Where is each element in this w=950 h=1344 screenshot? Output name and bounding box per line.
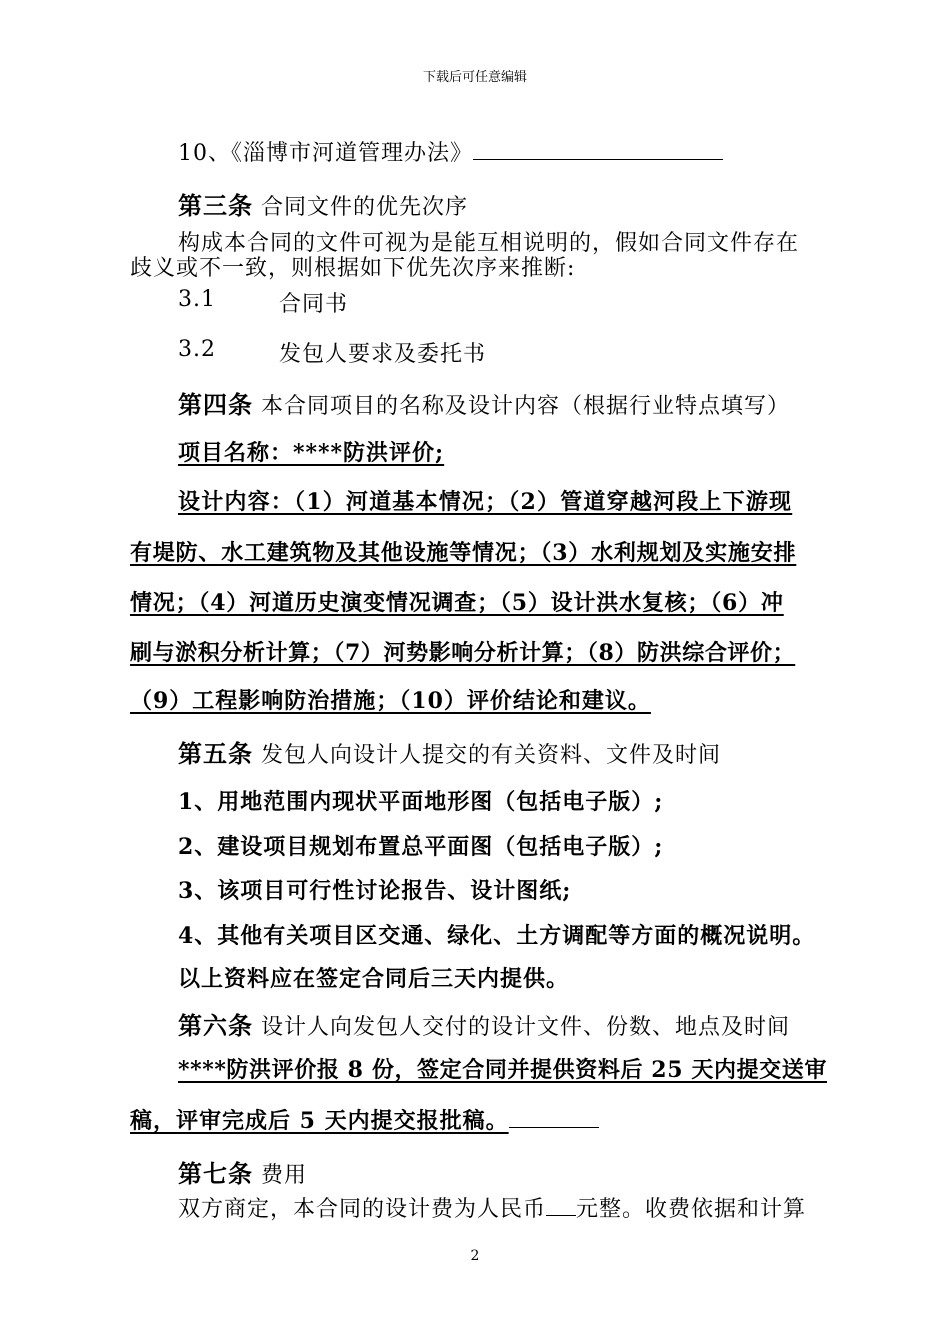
reference-item-10-text: 10、《淄博市河道管理办法》 [178,141,473,166]
design-content-line-2: 有堤防、水工建筑物及其他设施等情况；（3）水利规划及实施安排 [130,540,797,566]
article-6-body-line-2: 稿，评审完成后 5 天内提交报批稿。 [130,1108,509,1134]
page-header: 下载后可任意编辑 [422,70,527,85]
article-3-label: 第三条 [178,191,253,220]
underline-blank [509,1127,599,1128]
article-5-item-2: 2、建设项目规划布置总平面图（包括电子版）; [178,834,664,860]
article-3-title: 合同文件的优先次序 [261,195,469,220]
article-6-label: 第六条 [178,1011,253,1040]
article-7-body-after: 元整。收费依据和计算 [576,1197,807,1222]
article-5-item-1: 1、用地范围内现状平面地形图（包括电子版）; [178,789,664,815]
article-5-label: 第五条 [178,739,253,768]
article-3-body-line-2: 歧义或不一致，则根据如下优先次序来推断: [130,256,576,281]
article-5-item-3: 3、该项目可行性讨论报告、设计图纸; [178,878,572,904]
article-6-heading [178,1006,790,1041]
article-7-title: 费用 [261,1163,308,1188]
page-number: 2 [470,1248,480,1264]
design-content-line-1: 设计内容：（1）河道基本情况；（2）管道穿越河段上下游现 [178,489,793,515]
article-7-heading [178,1154,307,1189]
design-content-line-3: 情况；（4）河道历史演变情况调查；（5）设计洪水复核；（6）冲 [130,590,784,616]
underline-blank [473,159,723,160]
article-4-title: 本合同项目的名称及设计内容（根据行业特点填写） [261,394,791,419]
article-5-heading [178,734,721,769]
design-content-line-5: （9）工程影响防治措施；（10）评价结论和建议。 [130,688,651,714]
article-5-note: 以上资料应在签定合同后三天内提供。 [178,966,570,992]
article-3-heading [178,186,468,221]
article-7-label: 第七条 [178,1159,253,1188]
article-3-body-line-1: 构成本合同的文件可视为是能互相说明的，假如合同文件存在 [178,231,800,256]
reference-item-10 [178,136,723,167]
article-7-body [178,1192,806,1223]
article-4-heading [178,385,790,420]
clause-3-2-number: 3.2 [178,337,216,362]
clause-3-1-number: 3.1 [178,287,216,312]
article-4-label: 第四条 [178,390,253,419]
design-content-line-4: 刷与淤积分析计算；（7）河势影响分析计算；（8）防洪综合评价； [130,640,796,666]
article-6-body-line-1: ****防洪评价报 8 份，签定合同并提供资料后 25 天内提交送审 [178,1057,827,1083]
clause-3-2-text: 发包人要求及委托书 [279,342,487,367]
article-5-item-4: 4、其他有关项目区交通、绿化、土方调配等方面的概况说明。 [178,923,816,949]
article-6-body-line-2-wrap [130,1104,599,1135]
article-5-title: 发包人向设计人提交的有关资料、文件及时间 [261,743,722,768]
clause-3-1-text: 合同书 [279,292,349,317]
article-6-title: 设计人向发包人交付的设计文件、份数、地点及时间 [261,1015,791,1040]
fee-amount-blank [546,1215,576,1216]
article-7-body-before: 双方商定，本合同的设计费为人民币 [178,1197,547,1222]
project-name: 项目名称：****防洪评价; [178,440,445,466]
